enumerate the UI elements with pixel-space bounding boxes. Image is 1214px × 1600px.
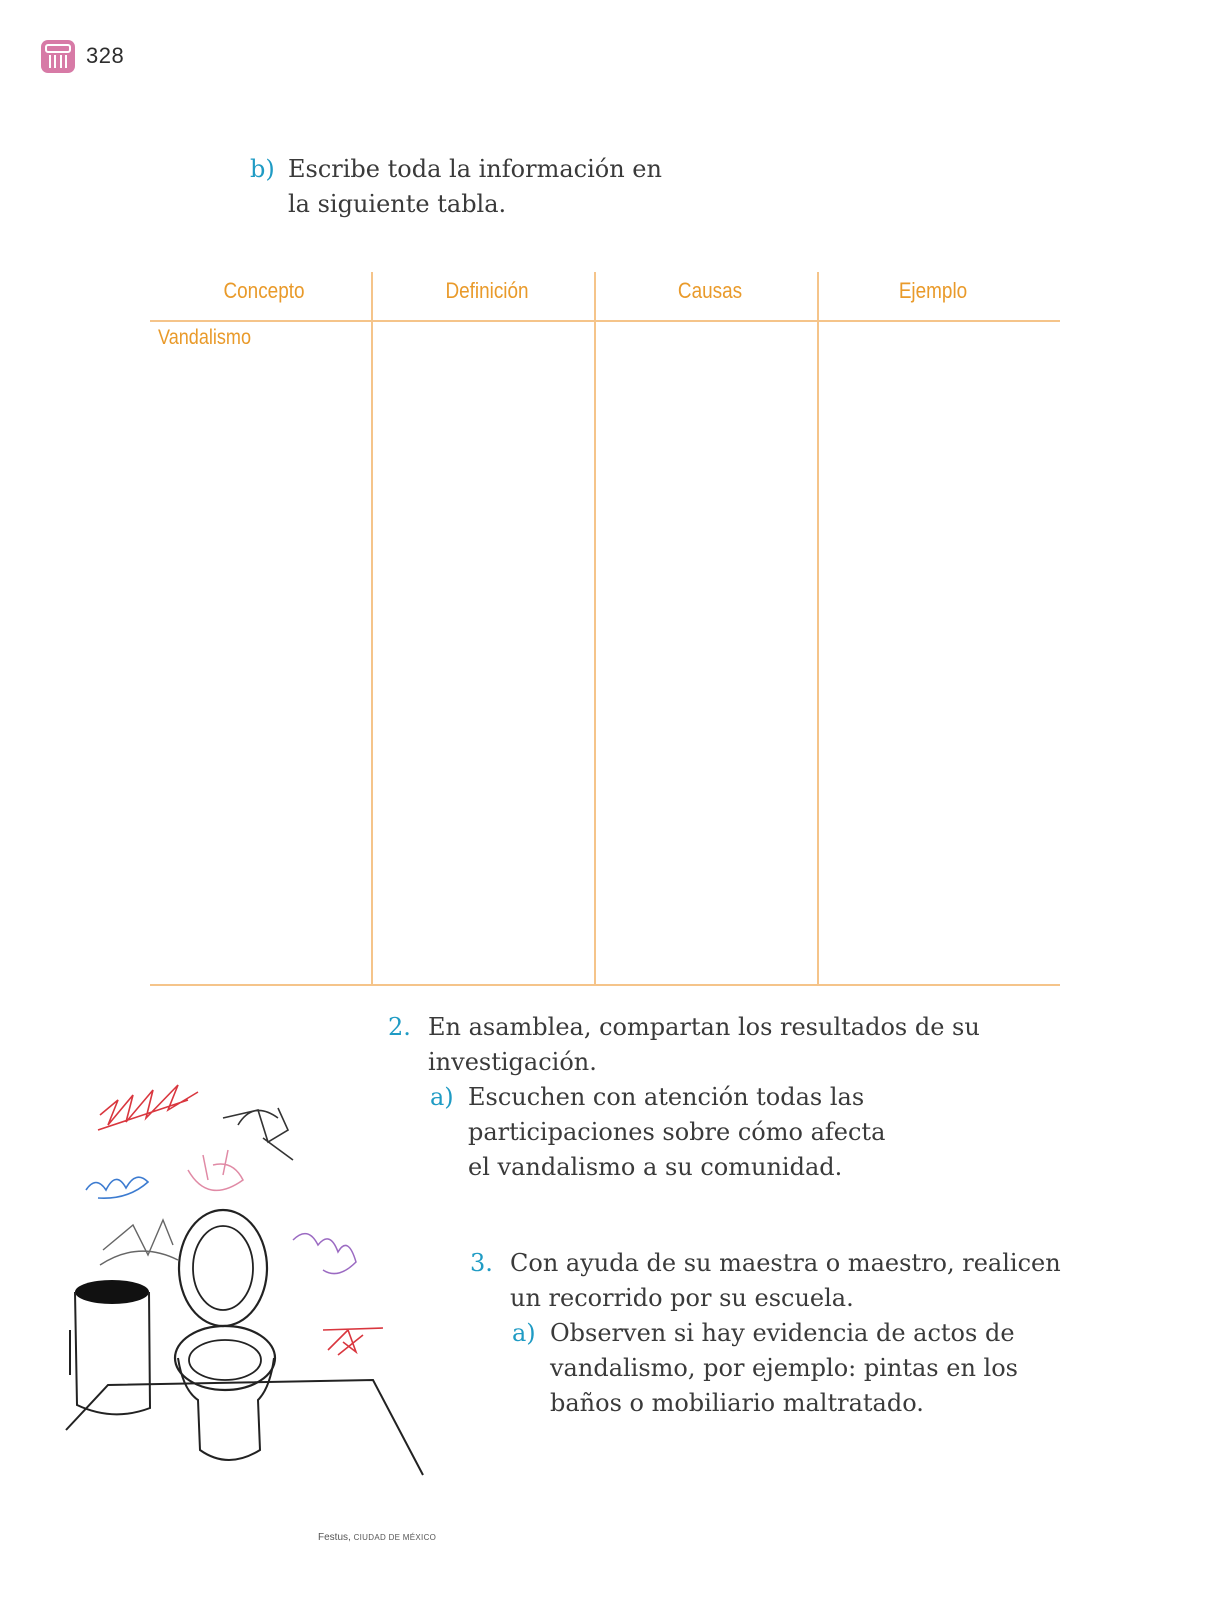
cell-causas-input[interactable] <box>596 322 816 984</box>
header-causas: Causas <box>677 278 743 303</box>
item-3a-marker: a) <box>512 1319 536 1347</box>
item-2-marker: 2. <box>388 1013 411 1041</box>
illustration-credit <box>318 1532 436 1543</box>
header-concepto: Concepto <box>223 278 305 303</box>
cell-ejemplo-input[interactable] <box>819 322 1059 984</box>
item-3-line: Con ayuda de su maestra o maestro, realicen <box>510 1249 1061 1277</box>
instruction-b-marker: b) <box>250 155 275 183</box>
header-definicion: Definición <box>445 278 529 303</box>
bottom-rule <box>150 984 1060 986</box>
item-2a-line: Escuchen con atención todas las <box>468 1083 865 1111</box>
item-2a-line: el vandalismo a su comunidad. <box>468 1153 843 1181</box>
book-logo-icon <box>41 40 75 73</box>
cell-concepto-vandalismo: Vandalismo <box>158 326 252 349</box>
item-2-line: investigación. <box>428 1048 597 1076</box>
item-3-line: un recorrido por su escuela. <box>510 1284 854 1312</box>
cell-definicion-input[interactable] <box>373 322 593 984</box>
instruction-b-line: Escribe toda la información en <box>288 155 662 183</box>
item-3a-line: Observen si hay evidencia de actos de <box>550 1319 1015 1347</box>
instruction-b-line: la siguiente tabla. <box>288 190 507 218</box>
item-3a-line: vandalismo, por ejemplo: pintas en los <box>550 1354 1018 1382</box>
toilet-graffiti-drawing-icon <box>38 1030 438 1510</box>
info-table <box>150 270 1060 986</box>
item-2a-line: participaciones sobre cómo afecta <box>468 1118 886 1146</box>
header-ejemplo: Ejemplo <box>898 278 968 303</box>
credit-author: Festus, <box>318 1532 351 1543</box>
item-3-marker: 3. <box>470 1249 493 1277</box>
item-2a-marker: a) <box>430 1083 454 1111</box>
item-3a-line: baños o mobiliario maltratado. <box>550 1389 924 1417</box>
credit-place: CIUDAD DE MÉXICO <box>353 1533 437 1542</box>
item-2-line: En asamblea, compartan los resultados de su <box>428 1013 980 1041</box>
page-number: 328 <box>86 43 125 68</box>
